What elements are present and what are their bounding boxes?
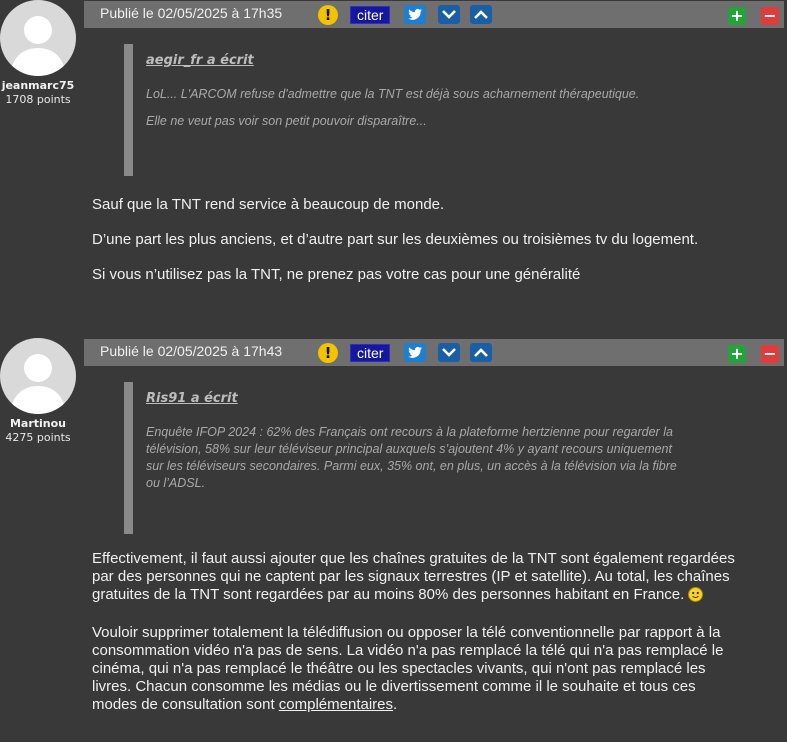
author-name[interactable]: jeanmarc75	[1, 79, 75, 92]
avatar[interactable]	[0, 0, 76, 76]
post-paragraph-line: Vouloir supprimer totalement la télédiffusion ou opposer la télé conventionnelle par rapport à la	[92, 624, 721, 641]
post-paragraph-line: consommation vidéo n'a pas de sens. La vidéo n'a pas remplacé la télé qui n'a pas remplacé le	[92, 642, 724, 659]
chevron-up-icon[interactable]	[470, 5, 492, 24]
smiley-emoji-icon	[688, 587, 703, 602]
author-info	[0, 338, 76, 444]
author-points: 4275 points	[5, 431, 71, 444]
post-date: Publié le 02/05/2025 à 17h35	[100, 5, 283, 21]
report-warning-icon[interactable]: !	[318, 343, 338, 363]
post	[0, 0, 787, 330]
quote-line: Enquête IFOP 2024 : 62% des Français ont recours à la plateforme hertzienne pour regarder la	[146, 425, 673, 439]
post-paragraph-line	[92, 586, 782, 604]
post-body	[92, 196, 782, 284]
post-header-bar	[84, 339, 784, 366]
report-warning-icon[interactable]: !	[318, 5, 338, 25]
author-name[interactable]: Martinou	[9, 417, 67, 430]
post-paragraph: D’une part les plus anciens, et d’autre part sur les deuxièmes ou troisièmes tv du logement.	[92, 231, 699, 248]
upvote-button[interactable]: +	[728, 345, 746, 363]
avatar[interactable]	[0, 338, 76, 414]
post	[0, 338, 787, 742]
post-date: Publié le 02/05/2025 à 17h43	[100, 343, 283, 359]
post-paragraph-text: gratuites de la TNT sont regardées par au moins 80% des personnes habitant en France.	[92, 586, 685, 603]
chevron-down-icon[interactable]	[438, 343, 460, 362]
post-paragraph-line: livres. Chacun consomme les médias ou le divertissement comme il le souhaite et tous ces	[92, 678, 696, 695]
chevron-down-icon[interactable]	[438, 5, 460, 24]
post-paragraph: Si vous n’utilisez pas la TNT, ne prenez pas votre cas pour une généralité	[92, 266, 581, 283]
post-header-bar	[84, 1, 784, 28]
user-silhouette-icon	[0, 338, 76, 414]
quote-block	[124, 44, 764, 176]
post-paragraph-line: par des personnes qui ne captent par les signaux terrestres (IP et satellite). Au total, les chaînes	[92, 568, 730, 585]
post-paragraph-line: cinéma, qui n'a pas remplacé le théâtre ou les spectacles vivants, qui n'ont pas remplacé les	[92, 660, 706, 677]
quote-line: sur les téléviseurs secondaires. Parmi eux, 35% ont, en plus, un accès à la télévision via la fibre	[146, 459, 677, 473]
post-paragraph-line: Effectivement, il faut aussi ajouter que les chaînes gratuites de la TNT sont également regardées	[92, 550, 735, 567]
post-paragraph-text: modes de consultation sont	[92, 696, 275, 713]
cite-button[interactable]: citer	[350, 6, 390, 24]
quote-line: télévision, 58% sur leur téléviseur principal auxquels s’ajoutent 4% y ayant recours uniquement	[146, 442, 672, 456]
post-paragraph-end: .	[393, 696, 398, 713]
quote-author[interactable]: aegir_fr a écrit	[146, 53, 254, 68]
cite-button[interactable]: citer	[350, 344, 390, 362]
post-paragraph: Sauf que la TNT rend service à beaucoup de monde.	[92, 196, 445, 213]
chevron-up-icon[interactable]	[470, 343, 492, 362]
post-paragraph-line	[92, 696, 782, 714]
quote-author[interactable]: Ris91 a écrit	[146, 391, 238, 406]
twitter-share-icon[interactable]	[404, 5, 426, 24]
user-silhouette-icon	[0, 0, 76, 76]
quote-line: LoL... L'ARCOM refuse d'admettre que la TNT est déjà sous acharnement thérapeutique.	[146, 87, 640, 101]
quote-block	[124, 382, 764, 534]
twitter-share-icon[interactable]	[404, 343, 426, 362]
downvote-button[interactable]: −	[761, 7, 779, 25]
quote-line: Elle ne veut pas voir son petit pouvoir disparaître...	[146, 114, 427, 128]
quote-line: ou l’ADSL.	[146, 476, 206, 490]
downvote-button[interactable]: −	[761, 345, 779, 363]
author-info	[0, 0, 76, 106]
complementaires-link[interactable]: complémentaires	[278, 696, 394, 713]
post-body	[92, 550, 782, 714]
author-points: 1708 points	[5, 93, 71, 106]
upvote-button[interactable]: +	[728, 7, 746, 25]
